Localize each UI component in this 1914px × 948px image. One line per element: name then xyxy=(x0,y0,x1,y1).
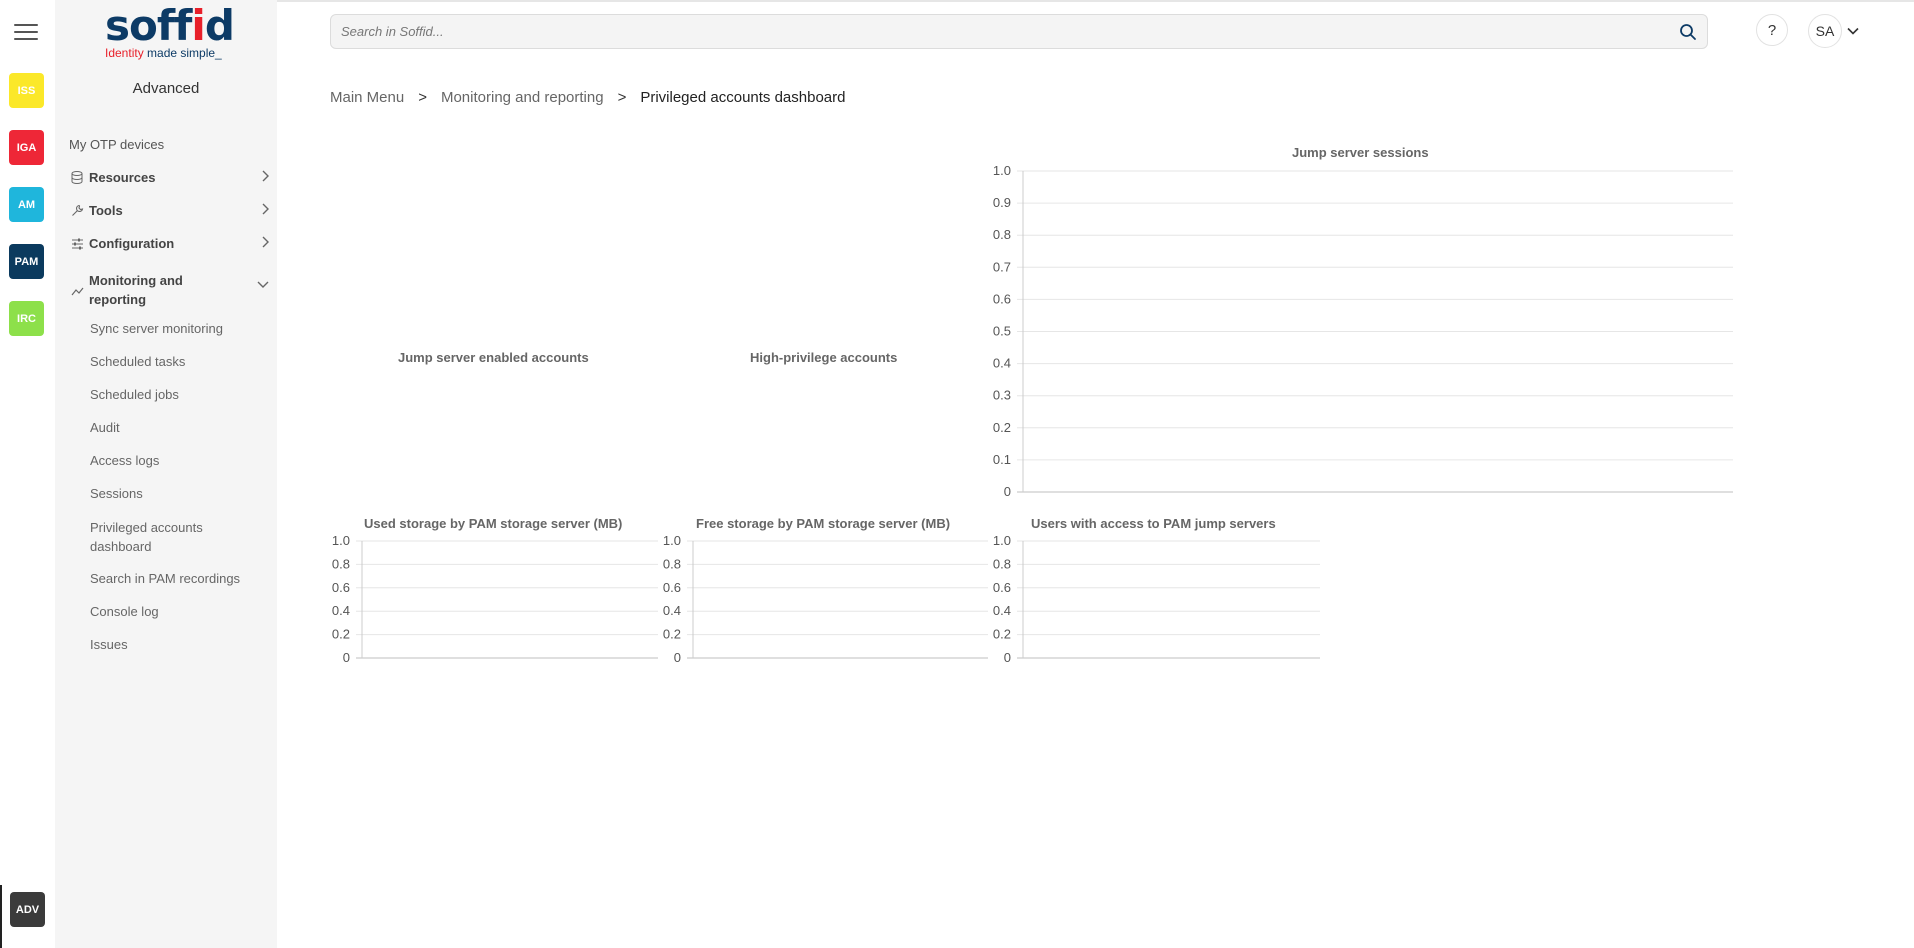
sliders-icon xyxy=(69,238,85,250)
y-tick-label: 1.0 xyxy=(662,533,681,548)
y-tick-label: 0.2 xyxy=(992,419,1011,435)
sidebar-item-otp-devices[interactable] xyxy=(55,128,277,161)
y-tick-label: 0.8 xyxy=(992,227,1011,243)
breadcrumb xyxy=(330,89,845,106)
y-tick-label: 0.1 xyxy=(992,451,1011,467)
chart-title-free-storage: Free storage by PAM storage server (MB) xyxy=(696,516,951,531)
chart-line-icon xyxy=(69,286,85,296)
search-bar xyxy=(330,14,1708,49)
sidebar-item-label: My OTP devices xyxy=(69,137,165,152)
used-storage-chart xyxy=(318,530,662,666)
chart-title-users-jump-servers: Users with access to PAM jump servers xyxy=(1031,516,1276,531)
wrench-icon xyxy=(69,204,85,217)
sidebar-item-resources[interactable] xyxy=(55,161,277,194)
sidebar-item-tools[interactable] xyxy=(55,194,277,227)
y-tick-label: 0.2 xyxy=(331,626,350,642)
chart-title-jump-server-sessions: Jump server sessions xyxy=(1292,145,1429,160)
sidebar-subitem-console-log[interactable]: Console log xyxy=(90,604,159,619)
y-tick-label: 0.2 xyxy=(992,626,1011,642)
sidebar-subitem-scheduled-tasks[interactable]: Scheduled tasks xyxy=(90,354,186,369)
y-tick-label: 0.2 xyxy=(662,626,681,642)
sidebar-subitem-label: Privileged accounts dashboard xyxy=(90,520,203,554)
sidebar-subitem-issues[interactable]: Issues xyxy=(90,637,128,652)
app-irc[interactable]: IRC xyxy=(9,301,44,336)
avatar: SA xyxy=(1808,14,1842,48)
y-tick-label: 0 xyxy=(1003,650,1011,665)
free-storage-chart xyxy=(648,530,992,666)
sidebar-menu xyxy=(55,128,277,661)
chart-title-high-privilege-accounts: High-privilege accounts xyxy=(750,350,898,365)
y-tick-label: 0.5 xyxy=(992,323,1011,339)
y-tick-label: 0 xyxy=(673,650,681,665)
sidebar-subitem-sessions[interactable]: Sessions xyxy=(90,486,143,501)
y-tick-label: 0.6 xyxy=(992,579,1011,595)
y-tick-label: 1.0 xyxy=(331,533,350,548)
logo-tagline: Identity made simple_ xyxy=(105,46,222,60)
help-button[interactable]: ? xyxy=(1756,14,1788,46)
chart-title-jump-server-enabled-accounts: Jump server enabled accounts xyxy=(398,350,589,365)
y-tick-label: 0.8 xyxy=(662,556,681,572)
y-tick-label: 0.4 xyxy=(331,603,350,619)
chevron-right-icon xyxy=(261,170,269,185)
app-pam[interactable]: PAM xyxy=(9,244,44,279)
breadcrumb-separator: > xyxy=(617,89,627,106)
y-tick-label: 0.7 xyxy=(992,259,1011,275)
sidebar-subitem-scheduled-jobs[interactable]: Scheduled jobs xyxy=(90,387,179,402)
y-tick-label: 0.9 xyxy=(992,195,1011,211)
y-tick-label: 0.3 xyxy=(992,387,1011,403)
search-input[interactable] xyxy=(341,15,1661,48)
hamburger-menu-icon[interactable] xyxy=(14,24,38,44)
y-tick-label: 1.0 xyxy=(992,533,1011,548)
logo-word: soffid xyxy=(105,1,234,50)
y-tick-label: 0.8 xyxy=(992,556,1011,572)
y-tick-label: 0 xyxy=(342,650,350,665)
y-tick-label: 0.4 xyxy=(992,355,1011,371)
y-tick-label: 0.8 xyxy=(331,556,350,572)
sidebar xyxy=(55,0,277,948)
breadcrumb-monitoring-reporting[interactable]: Monitoring and reporting xyxy=(440,89,604,106)
app-adv-wrapper xyxy=(0,885,55,948)
database-icon xyxy=(69,171,85,184)
top-border xyxy=(0,0,1914,2)
chevron-down-icon xyxy=(257,274,269,293)
y-tick-label: 0.4 xyxy=(992,603,1011,619)
user-menu[interactable] xyxy=(1808,14,1864,48)
sidebar-item-configuration[interactable] xyxy=(55,227,277,260)
breadcrumb-current-page: Privileged accounts dashboard xyxy=(640,89,846,106)
app-iga[interactable]: IGA xyxy=(9,130,44,165)
sidebar-subitem-privileged-accounts-dashboard[interactable] xyxy=(55,510,277,562)
app-iss[interactable]: ISS xyxy=(9,73,44,108)
y-tick-label: 0.6 xyxy=(992,291,1011,307)
app-rail xyxy=(0,0,55,948)
breadcrumb-main-menu[interactable]: Main Menu xyxy=(330,89,405,106)
sidebar-subitem-search-pam-recordings[interactable]: Search in PAM recordings xyxy=(90,571,241,586)
sidebar-subitem-sync-server-monitoring[interactable]: Sync server monitoring xyxy=(90,321,223,336)
sidebar-title: Advanced xyxy=(132,80,200,97)
chevron-down-icon xyxy=(1846,24,1860,38)
chevron-right-icon xyxy=(261,203,269,218)
sidebar-item-label: Resources xyxy=(89,170,156,185)
y-tick-label: 0.6 xyxy=(662,579,681,595)
sidebar-item-label: Configuration xyxy=(89,236,175,251)
app-adv[interactable]: ADV xyxy=(10,892,45,927)
sidebar-subitem-audit[interactable]: Audit xyxy=(90,420,120,435)
y-tick-label: 0.6 xyxy=(331,579,350,595)
sidebar-item-label: Monitoring and reporting xyxy=(89,273,183,307)
y-tick-label: 1.0 xyxy=(992,163,1011,178)
chart-title-used-storage: Used storage by PAM storage server (MB) xyxy=(364,516,623,531)
y-tick-label: 0.4 xyxy=(662,603,681,619)
app-am[interactable]: AM xyxy=(9,187,44,222)
search-icon[interactable] xyxy=(1679,23,1697,41)
sidebar-item-label: Tools xyxy=(89,203,123,218)
y-tick-label: 0 xyxy=(1003,484,1011,499)
jump-server-sessions-chart xyxy=(980,160,1740,500)
users-jump-servers-chart xyxy=(978,530,1322,666)
sidebar-item-monitoring-reporting[interactable] xyxy=(55,260,277,312)
soffid-logo[interactable] xyxy=(105,1,235,62)
breadcrumb-separator: > xyxy=(418,89,427,106)
chevron-right-icon xyxy=(261,236,269,251)
sidebar-subitem-access-logs[interactable]: Access logs xyxy=(90,453,160,468)
